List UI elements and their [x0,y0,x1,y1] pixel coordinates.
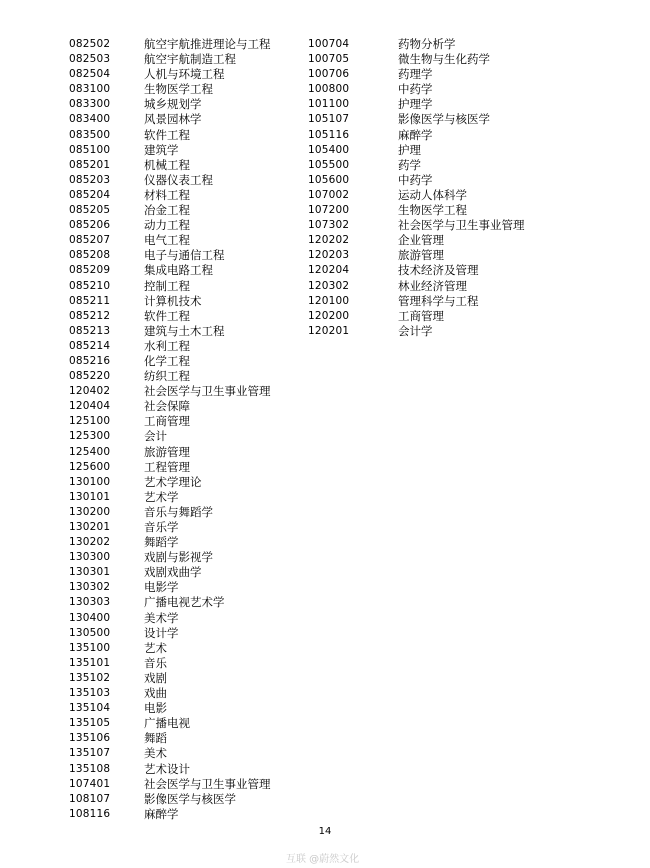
list-item [308,143,525,158]
major-name: 生物医学工程 [144,82,213,97]
major-name: 纺织工程 [144,369,190,384]
list-item [308,37,525,52]
major-code: 105116 [308,128,350,141]
major-name: 机械工程 [144,157,190,172]
major-name: 美术学 [144,610,179,625]
list-item [69,67,271,82]
major-code: 130302 [69,581,111,594]
list-item [69,460,271,475]
major-name: 化学工程 [144,353,190,368]
major-name: 护理 [398,142,421,157]
list-item [69,97,271,112]
major-code: 130201 [69,521,111,533]
list-item [69,535,271,550]
major-name: 软件工程 [144,308,190,323]
major-name: 控制工程 [144,278,190,293]
major-name: 建筑与土木工程 [144,323,225,338]
list-item [308,112,525,127]
list-item [308,203,525,218]
major-name: 材料工程 [144,187,190,202]
major-code: 085212 [69,309,111,322]
list-item [69,399,271,414]
major-name: 影像医学与核医学 [144,791,236,806]
list-item [69,294,271,309]
major-code: 120200 [308,309,350,322]
major-name: 戏曲 [144,686,167,701]
major-name: 广播电视艺术学 [144,595,225,610]
list-item [69,505,271,520]
major-name: 护理学 [398,97,433,112]
list-item [69,128,271,143]
major-code: 107302 [308,219,350,232]
major-code: 100800 [308,83,350,96]
major-code: 085203 [69,173,111,186]
major-code: 120404 [69,400,111,413]
major-code: 120201 [308,324,350,337]
major-name: 运动人体科学 [398,187,467,202]
major-code: 100706 [308,68,350,81]
list-item [69,263,271,278]
list-item [69,248,271,263]
major-name: 电气工程 [144,233,190,248]
list-item [308,52,525,67]
major-code: 135105 [69,717,111,730]
major-name: 生物医学工程 [398,203,467,218]
major-name: 药理学 [398,67,433,82]
major-code: 083100 [69,83,111,96]
major-code: 082502 [69,38,111,50]
major-name: 麻醉学 [144,806,179,821]
major-code: 135104 [69,702,111,715]
major-code: 130101 [69,490,111,503]
major-code: 130500 [69,626,111,639]
page-number: 14 [318,826,332,837]
major-name: 影像医学与核医学 [398,112,490,127]
list-item [69,777,271,792]
major-code: 105107 [308,113,350,126]
major-name: 麻醉学 [398,127,433,142]
left-column [69,37,271,822]
major-code: 130202 [69,536,111,549]
major-code: 125100 [69,415,111,428]
major-name: 设计学 [144,625,179,640]
major-code: 125400 [69,445,111,458]
list-item [308,248,525,263]
major-code: 135108 [69,762,111,775]
major-code: 085213 [69,324,111,337]
major-code: 135102 [69,671,111,684]
list-item [308,218,525,233]
major-code: 085204 [69,188,111,201]
major-code: 085208 [69,249,111,262]
list-item [69,686,271,701]
major-name: 药学 [398,157,421,172]
major-name: 工商管理 [398,308,444,323]
major-code: 120100 [308,294,350,307]
major-name: 电影学 [144,580,179,595]
list-item [69,626,271,641]
list-item [69,188,271,203]
major-name: 技术经济及管理 [398,263,479,278]
list-item [69,143,271,158]
list-item [69,520,271,535]
major-code: 085205 [69,204,111,217]
major-code: 135106 [69,732,111,745]
major-name: 舞蹈学 [144,535,179,550]
list-item [308,324,525,339]
major-name: 音乐与舞蹈学 [144,504,213,519]
major-code: 135103 [69,687,111,700]
major-name: 动力工程 [144,218,190,233]
list-item [69,611,271,626]
major-code: 105500 [308,158,350,171]
major-name: 电子与通信工程 [144,248,225,263]
major-code: 105400 [308,143,350,156]
major-code: 130301 [69,566,111,579]
major-name: 艺术设计 [144,761,190,776]
list-item [69,580,271,595]
major-code: 100704 [308,38,350,50]
major-code: 082503 [69,53,111,66]
list-item [69,339,271,354]
major-name: 计算机技术 [144,293,202,308]
major-code: 107200 [308,204,350,217]
major-name: 中药学 [398,82,433,97]
major-name: 电影 [144,701,167,716]
major-name: 戏剧与影视学 [144,550,213,565]
list-item [308,294,525,309]
list-item [69,414,271,429]
list-item [308,82,525,97]
major-name: 微生物与生化药学 [398,52,490,67]
major-code: 101100 [308,98,350,111]
major-name: 仪器仪表工程 [144,172,213,187]
major-code: 085100 [69,143,111,156]
major-name: 旅游管理 [398,248,444,263]
major-code: 085209 [69,264,111,277]
list-item [69,475,271,490]
major-code: 085210 [69,279,111,292]
major-name: 广播电视 [144,716,190,731]
major-name: 美术 [144,746,167,761]
major-name: 企业管理 [398,233,444,248]
list-item [308,233,525,248]
major-name: 旅游管理 [144,444,190,459]
list-item [69,671,271,686]
list-item [69,37,271,52]
major-name: 戏剧戏曲学 [144,565,202,580]
major-name: 会计 [144,429,167,444]
list-item [69,429,271,444]
major-code: 120203 [308,249,350,262]
major-name: 社会医学与卫生事业管理 [144,776,271,791]
major-name: 航空宇航制造工程 [144,52,236,67]
major-code: 135100 [69,641,111,654]
major-code: 105600 [308,173,350,186]
list-item [69,203,271,218]
major-code: 085201 [69,158,111,171]
list-item [308,97,525,112]
list-item [69,82,271,97]
major-code: 108116 [69,807,111,820]
major-code: 085211 [69,294,111,307]
major-name: 社会医学与卫生事业管理 [144,384,271,399]
major-code: 125600 [69,460,111,473]
major-code: 083500 [69,128,111,141]
major-name: 工程管理 [144,459,190,474]
list-item [69,445,271,460]
major-code: 083400 [69,113,111,126]
major-code: 085206 [69,219,111,232]
major-code: 083300 [69,98,111,111]
major-name: 艺术学 [144,489,179,504]
major-code: 107401 [69,777,111,790]
major-name: 冶金工程 [144,203,190,218]
list-item [69,354,271,369]
major-name: 林业经济管理 [398,278,467,293]
major-name: 戏剧 [144,670,167,685]
list-item [69,656,271,671]
list-item [69,218,271,233]
major-code: 125300 [69,430,111,443]
major-name: 中药学 [398,172,433,187]
list-item [69,173,271,188]
list-item [69,762,271,777]
major-code: 100705 [308,53,350,66]
major-code: 085220 [69,370,111,383]
major-name: 艺术 [144,640,167,655]
major-code: 107002 [308,188,350,201]
major-code: 085207 [69,234,111,247]
major-name: 管理科学与工程 [398,293,479,308]
list-item [69,641,271,656]
list-item [69,324,271,339]
list-item [69,309,271,324]
major-name: 城乡规划学 [144,97,202,112]
major-code: 120204 [308,264,350,277]
major-code: 130400 [69,611,111,624]
list-item [69,731,271,746]
major-name: 艺术学理论 [144,474,202,489]
major-code: 120402 [69,385,111,398]
list-item [308,263,525,278]
list-item [69,279,271,294]
major-name: 风景园林学 [144,112,202,127]
list-item [308,279,525,294]
list-item [308,173,525,188]
major-name: 音乐学 [144,520,179,534]
list-item [308,188,525,203]
list-item [69,158,271,173]
list-item [308,67,525,82]
list-item [69,384,271,399]
list-item [69,490,271,505]
major-code: 135107 [69,747,111,760]
major-name: 航空宇航推进理论与工程 [144,37,271,51]
major-code: 135101 [69,656,111,669]
major-code: 108107 [69,792,111,805]
major-name: 会计学 [398,323,433,338]
major-code: 130200 [69,505,111,518]
list-item [69,716,271,731]
list-item [69,369,271,384]
major-name: 音乐 [144,655,167,670]
list-item [69,52,271,67]
major-name: 软件工程 [144,127,190,142]
list-item [69,565,271,580]
major-name: 舞蹈 [144,731,167,746]
major-code: 130300 [69,551,111,564]
major-code: 120302 [308,279,350,292]
list-item [69,746,271,761]
major-code: 130303 [69,596,111,609]
major-name: 工商管理 [144,414,190,429]
list-item [69,550,271,565]
list-item [69,595,271,610]
major-name: 水利工程 [144,338,190,353]
list-item [69,701,271,716]
major-name: 建筑学 [144,142,179,157]
right-column [308,37,525,339]
watermark: 互联 @蔚然文化 [286,854,360,865]
major-code: 082504 [69,68,111,81]
major-name: 社会保障 [144,399,190,414]
major-code: 085216 [69,354,111,367]
list-item [69,807,271,822]
list-item [69,112,271,127]
major-name: 社会医学与卫生事业管理 [398,218,525,233]
list-item [69,233,271,248]
major-name: 人机与环境工程 [144,67,225,82]
list-item [308,128,525,143]
list-item [308,158,525,173]
major-code: 085214 [69,339,111,352]
major-name: 集成电路工程 [144,263,213,278]
major-code: 120202 [308,234,350,247]
list-item [69,792,271,807]
major-name: 药物分析学 [398,37,456,51]
major-code: 130100 [69,475,111,488]
list-item [308,309,525,324]
